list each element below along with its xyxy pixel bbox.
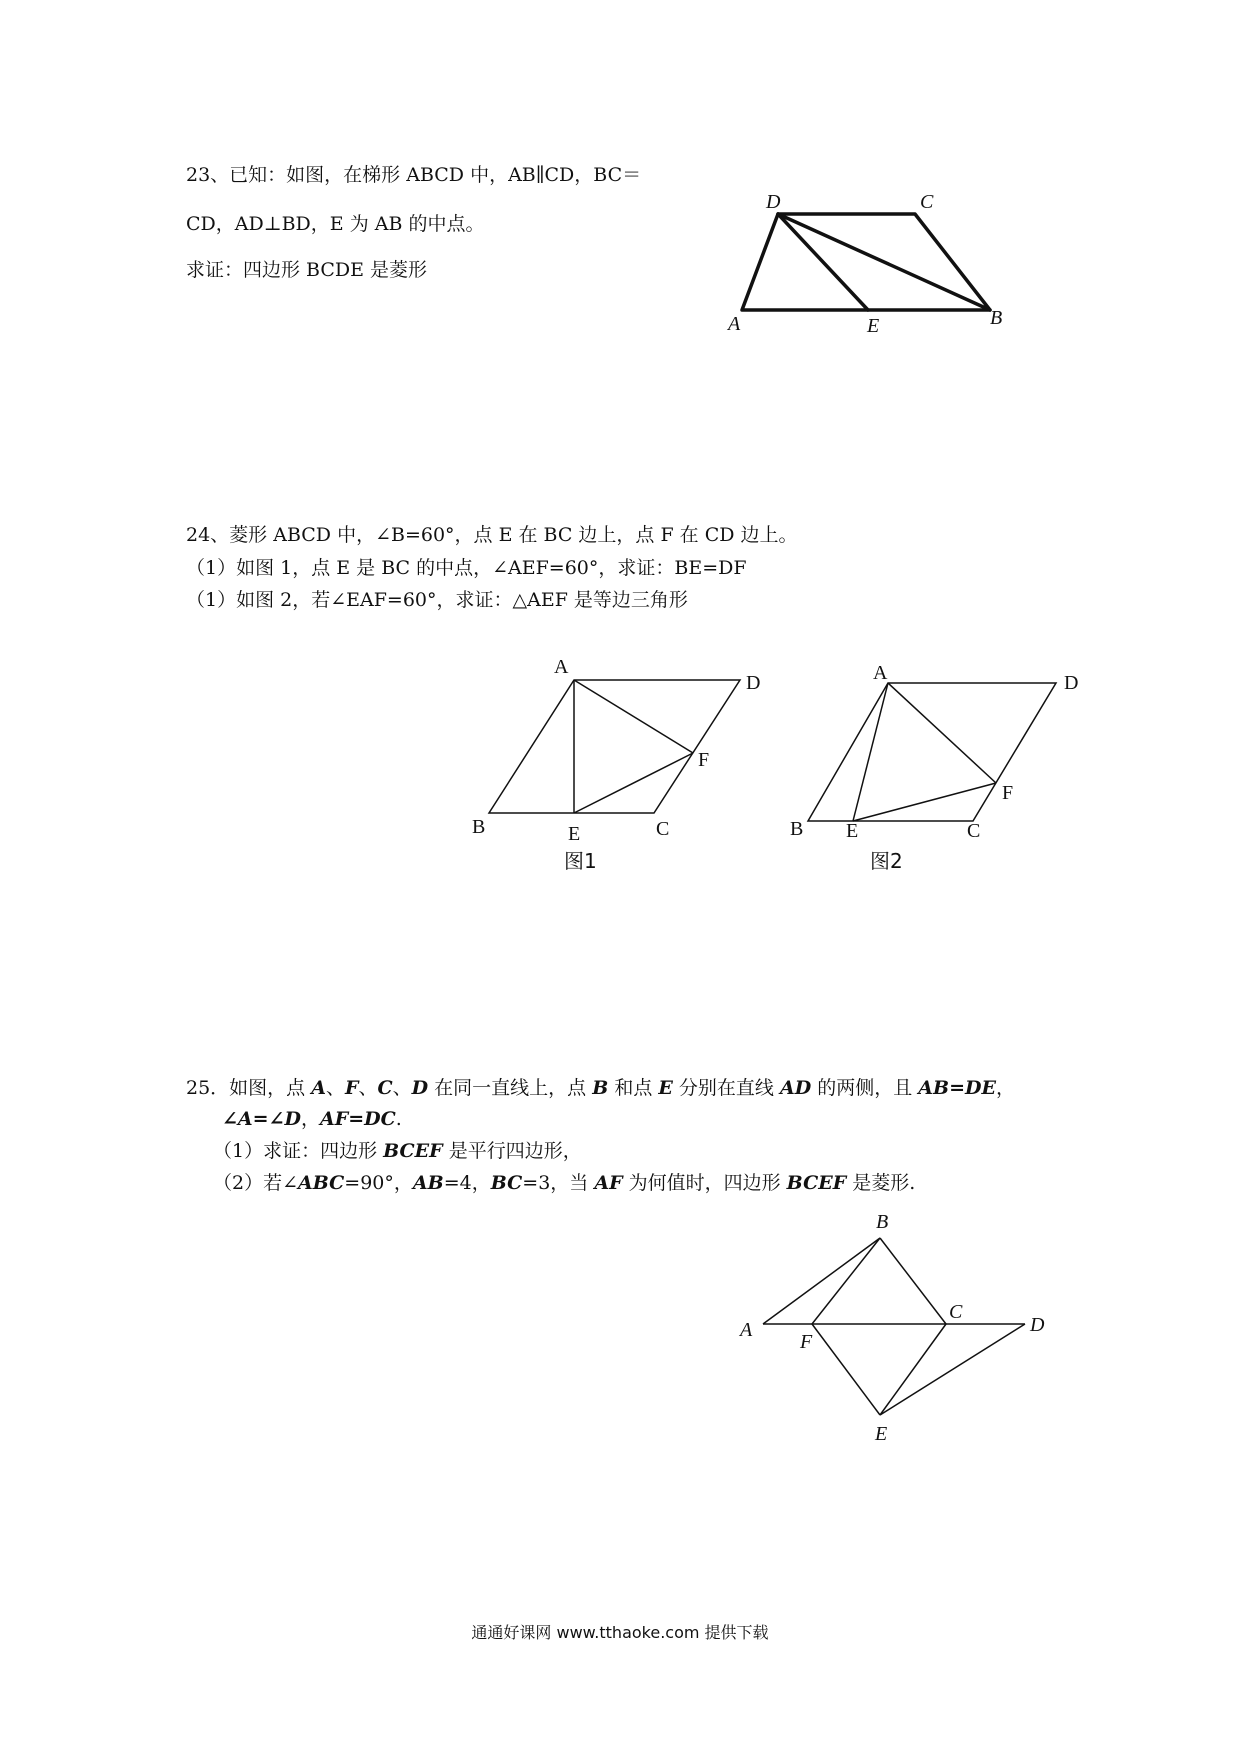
q25-l4-seg: =4，: [443, 1172, 491, 1194]
q23-label-d: D: [766, 191, 781, 213]
q25-label-a: A: [740, 1319, 753, 1341]
q24-fig1-label-d: D: [746, 672, 761, 694]
q24-fig2-label-c: C: [967, 820, 981, 842]
q25-l4-seg: 是菱形.: [846, 1172, 916, 1194]
q25-l4-seg: 为何值时，四边形: [622, 1172, 787, 1194]
q25-l4-var-bcef: BCEF: [786, 1172, 847, 1194]
q23-line1: 23、已知：如图，在梯形 ABCD 中，AB∥CD，BC＝: [186, 164, 642, 186]
q25-line1: [186, 1076, 1015, 1100]
q24-fig1-label-f: F: [698, 749, 710, 771]
q24-fig2-caption: 图2: [870, 849, 903, 873]
q25-figure: [730, 1205, 1060, 1455]
q25-l1-seg: 和点: [608, 1077, 659, 1099]
q25-label-d: D: [1030, 1314, 1045, 1336]
q25-l4-seg: =90°，: [344, 1172, 413, 1194]
q24-fig1-label-a: A: [554, 656, 569, 678]
q25-l4-seg: （2）若∠: [213, 1172, 299, 1194]
q25-label-f: F: [800, 1331, 813, 1353]
q25-l4-var-bc: BC: [490, 1172, 523, 1194]
q24-fig1-caption: 图1: [564, 849, 597, 873]
q23-line3: 求证：四边形 BCDE 是菱形: [186, 259, 428, 281]
q25-l4-var-af: AF: [594, 1172, 623, 1194]
q25-l1-var-e: E: [658, 1077, 673, 1099]
q23-label-a: A: [728, 313, 741, 335]
q25-l4-seg: =3，当: [522, 1172, 595, 1194]
q24-fig1-label-c: C: [656, 818, 670, 840]
q25-line4: [213, 1171, 915, 1195]
q25-l1-seg: 25．如图，点: [186, 1077, 312, 1099]
q23-label-e: E: [867, 315, 880, 337]
q25-l1-var-a: A: [311, 1077, 326, 1099]
q25-l1-var-d: D: [411, 1077, 429, 1099]
q25-l1-var-f: F: [344, 1077, 359, 1099]
q23-figure: [720, 190, 1020, 340]
q24-fig2-label-e: E: [846, 820, 859, 842]
q23-label-c: C: [920, 191, 934, 213]
q25-l1-seg: 、: [358, 1077, 378, 1099]
q23-line2: CD，AD⊥BD，E 为 AB 的中点。: [186, 213, 485, 235]
q24-fig2-label-f: F: [1002, 782, 1014, 804]
q25-l4-var-ab: AB: [412, 1172, 444, 1194]
q25-l4-var-abc: ABC: [298, 1172, 345, 1194]
q24-figure-1: [460, 655, 760, 885]
q25-l3-seg: （1）求证：四边形: [213, 1140, 384, 1162]
q25-l1-seg: ，: [995, 1077, 1015, 1099]
page-footer: 通通好课网 www.tthaoke.com 提供下载: [471, 1623, 769, 1642]
q25-label-e: E: [875, 1423, 888, 1445]
q25-l1-var-c: C: [377, 1077, 393, 1099]
q24-fig2-label-b: B: [790, 818, 804, 840]
q24-line3: （1）如图 2，若∠EAF=60°，求证：△AEF 是等边三角形: [186, 589, 688, 611]
q25-l3-var-bcef: BCEF: [383, 1140, 443, 1162]
q24-line2: （1）如图 1，点 E 是 BC 的中点，∠AEF=60°，求证：BE=DF: [186, 557, 747, 579]
q25-l1-seg: 的两侧，且: [811, 1077, 919, 1099]
q25-l1-var-ad: AD: [779, 1077, 812, 1099]
q24-fig2-label-a: A: [873, 662, 888, 684]
q25-l2-seg: ，: [300, 1108, 320, 1130]
q25-l1-seg: 、: [392, 1077, 412, 1099]
q25-l3-seg: 是平行四边形，: [442, 1140, 582, 1162]
q25-line2: [222, 1107, 402, 1131]
q25-l1-var-ab-de: AB=DE: [918, 1077, 996, 1099]
q25-line3: [213, 1139, 582, 1163]
q25-l1-var-b: B: [592, 1077, 609, 1099]
q25-l1-seg: 在同一直线上，点: [428, 1077, 593, 1099]
q25-l1-seg: 、: [325, 1077, 345, 1099]
q24-fig1-label-e: E: [568, 823, 581, 845]
q24-fig2-label-d: D: [1064, 672, 1079, 694]
q24-line1: 24、菱形 ABCD 中，∠B=60°，点 E 在 BC 边上，点 F 在 CD 边上。: [186, 524, 798, 546]
q25-l2-seg: .: [395, 1108, 402, 1130]
q25-l1-seg: 分别在直线: [672, 1077, 780, 1099]
q25-label-b: B: [876, 1211, 889, 1233]
q25-l2-angles: ∠A=∠D: [222, 1108, 301, 1130]
q24-fig1-label-b: B: [472, 816, 486, 838]
q25-l2-af-dc: AF=DC: [320, 1108, 396, 1130]
q24-figure-2: [780, 655, 1100, 885]
q25-label-c: C: [949, 1301, 963, 1323]
q23-label-b: B: [990, 307, 1003, 329]
